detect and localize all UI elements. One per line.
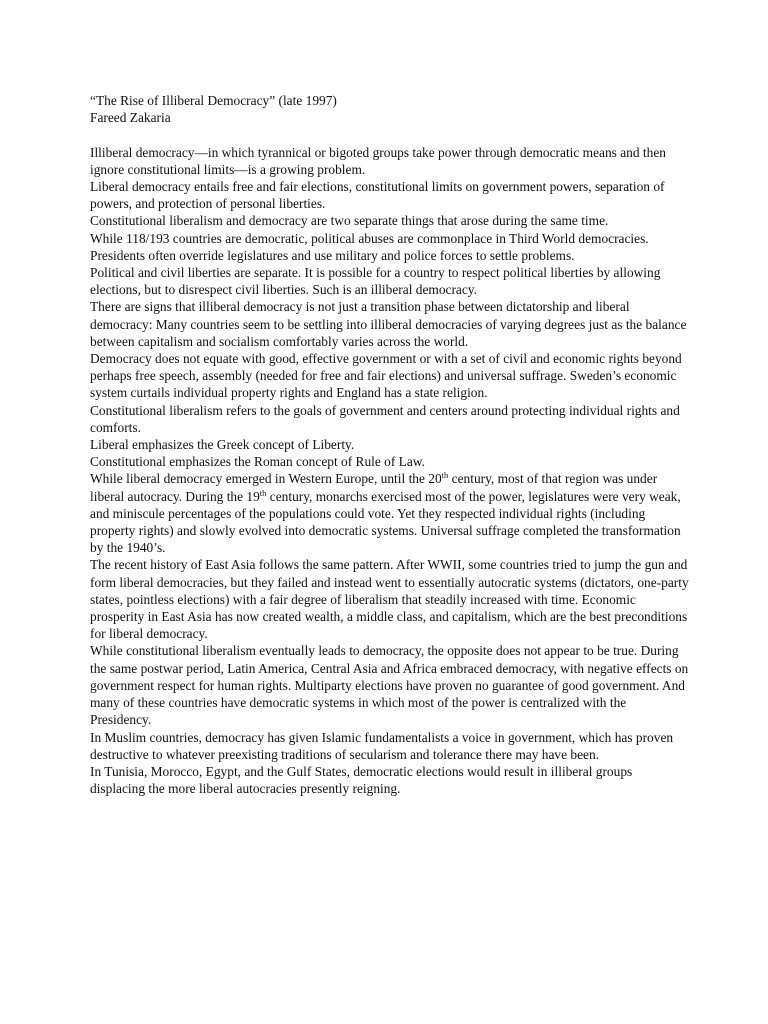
paragraph-5: Political and civil liberties are separate. It is possible for a country to respect political liberties by allowing elections, but to disrespect civil liberties. Such is an illiberal democracy. xyxy=(90,265,661,298)
paragraph-11-part-b: century, most of that region was under liberal autocracy. During the 19 xyxy=(90,471,658,504)
paragraph-8: Constitutional liberalism refers to the goals of government and centers around protecting individual rights and comforts. xyxy=(90,402,680,435)
paragraph-3: Constitutional liberalism and democracy are two separate things that arose during the same time. xyxy=(90,213,609,229)
superscript-th: th xyxy=(441,470,449,481)
paragraph-11-part-a: While liberal democracy emerged in Western Europe, until the 20 xyxy=(90,471,442,487)
superscript-th: th xyxy=(259,487,267,498)
paragraph-2: Liberal democracy entails free and fair elections, constitutional limits on government powers, separation of powers, and protection of personal liberties. xyxy=(90,179,665,212)
paragraph-4: While 118/193 countries are democratic, political abuses are commonplace in Third World democracies. Presidents often override legislatures and use military and police forces to settle problems. xyxy=(90,230,649,263)
document-page xyxy=(90,92,690,797)
document-author: Fareed Zakaria xyxy=(90,110,171,126)
paragraph-7: Democracy does not equate with good, effective government or with a set of civil and economic rights beyond perhaps free speech, assembly (needed for free and fair elections) and universal suffrage. Sweden’s economic system curtails individual property rights and England has a state religion. xyxy=(90,351,682,401)
paragraph-13: While constitutional liberalism eventually leads to democracy, the opposite does not appear to be true. During the same postwar period, Latin America, Central Asia and Africa embraced democracy, with negative effects on government respect for human rights. Multiparty elections have proven no guarantee of good government. And many of these countries have democratic systems in which most of the power is centralized with the Presidency. xyxy=(90,643,689,728)
paragraph-11 xyxy=(90,470,690,556)
paragraph-9: Liberal emphasizes the Greek concept of Liberty. xyxy=(90,437,355,453)
paragraph-6: There are signs that illiberal democracy is not just a transition phase between dictatorship and liberal democracy: Many countries seem to be settling into illiberal democracies of varying degrees just as the balance between capitalism and socialism comfortably varies across the world. xyxy=(90,299,687,349)
blank-line xyxy=(90,126,690,143)
paragraph-14: In Muslim countries, democracy has given Islamic fundamentalists a voice in government, which has proven destructive to whatever preexisting traditions of secularism and tolerance there may have been. xyxy=(90,729,674,762)
paragraph-12: The recent history of East Asia follows the same pattern. After WWII, some countries tried to jump the gun and form liberal democracies, but they failed and instead went to essentially autocratic systems (dictators, one-party states, pointless elections) with a fair degree of liberalism that steadily increased with time. Economic prosperity in East Asia has now created wealth, a middle class, and capitalism, which are the best preconditions for liberal democracy. xyxy=(90,557,689,642)
paragraph-15: In Tunisia, Morocco, Egypt, and the Gulf States, democratic elections would result in illiberal groups displacing the more liberal autocracies presently reigning. xyxy=(90,763,633,797)
document-title: “The Rise of Illiberal Democracy” (late 1997) xyxy=(90,93,337,108)
paragraph-1: Illiberal democracy—in which tyrannical or bigoted groups take power through democratic means and then ignore constitutional limits—is a growing problem. xyxy=(90,144,666,177)
paragraph-11-part-c: century, monarchs exercised most of the power, legislatures were very weak, and miniscule percentages of the populations could vote. Yet they respected individual rights (including property rights) and slowly evolved into democratic systems. Universal suffrage completed the transformation by the 1940’s. xyxy=(90,488,681,556)
paragraph-10: Constitutional emphasizes the Roman concept of Rule of Law. xyxy=(90,454,425,470)
